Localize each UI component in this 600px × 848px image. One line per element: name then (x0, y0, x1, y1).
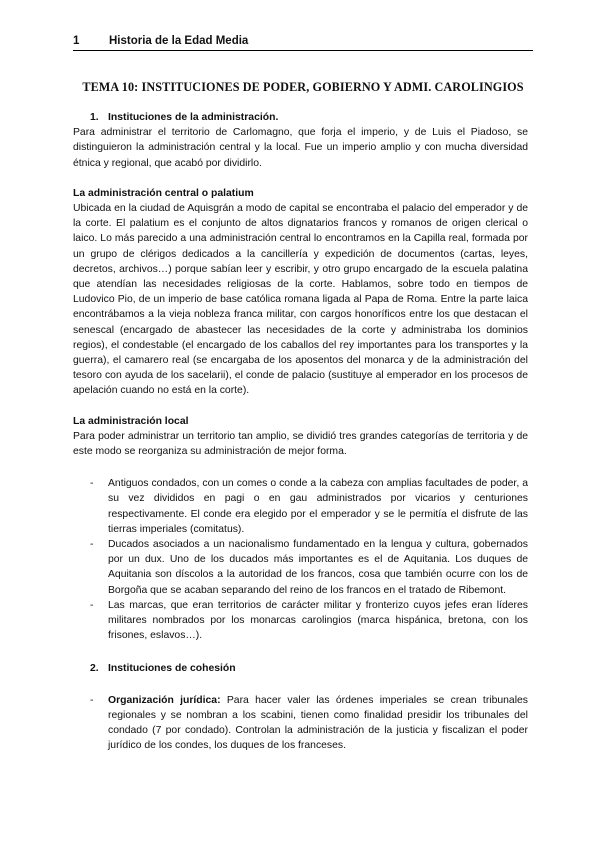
document-body (73, 110, 528, 754)
document-title: TEMA 10: INSTITUCIONES DE PODER, GOBIERNO Y ADMI. CAROLINGIOS (82, 80, 524, 94)
page-number: 1 (73, 35, 80, 47)
list-item: - Antiguos condados, con un comes o conde a la cabeza con amplias facultades de poder, a su vez divididos en pagi o en gau administrados por vicarios y centuriones respectivamente. El conde era elegido por el emperador y se le permitía el disfrute de las tierras imperiales (comitatus). (90, 478, 528, 535)
section-heading: 1. Instituciones de la administración. (90, 112, 279, 123)
list-item: - Ducados asociados a un nacionalismo fundamentado en la lengua y cultura, gobernados por un dux. Uno de los ducados más importantes es el de Aquitania. Los duques de Aquitania son díscolos a la autoridad de los francos, cosa que también ocurre con los de Borgoña que se acaban separando del reino de los francos en el tratado de Ribemont. (90, 539, 528, 596)
local-paragraph: Para poder administrar un territorio tan amplio, se dividió tres grandes categorías de territoria y de este modo se reorganiza su administración de mejor forma. (73, 430, 528, 458)
section-intro-paragraph: Para administrar el territorio de Carlomagno, que forja el imperio, y de Luis el Piadoso, se distinguieron la administración central y la local. Fue un imperio amplio y con mucha diversidad étnica y regional, que acabó por dividirlo. (73, 127, 528, 169)
cohesion-list (73, 693, 528, 754)
subsection-heading-local: La administración local (73, 415, 189, 427)
list-item: - Las marcas, que eran territorios de carácter militar y fronterizo cuyos jefes eran líderes militares nombrados por los monarcas carolingios (marca hispánica, bretona, con los frisones, eslavos…). (90, 599, 528, 642)
section-heading: 2. Instituciones de cohesión (90, 662, 236, 674)
item-label: Organización jurídica: (108, 694, 221, 706)
header-title: Historia de la Edad Media (109, 35, 249, 47)
page-header (73, 34, 533, 51)
subsection-heading-central: La administración central o palatium (73, 187, 254, 199)
list-item: - Organización jurídica: Para hacer valer las órdenes imperiales se crean tribunales regionales y se nombran a los scabini, tienen como finalidad presidir los tribunales del condado (7 por condado). Controlan la administración de la justicia y fiscalizan el poder jurídico de los condes, los duques de los franceses. (90, 694, 528, 752)
local-list (73, 476, 528, 643)
central-paragraph: Ubicada en la ciudad de Aquisgrán a modo de capital se encontraba el palacio del emperador y de la corte. El palatium es el conjunto de altos dignatarios francos y romanos de origen clerical o laico. Lo más parecido a una administración central lo encontramos en la Capilla real, formada por un grupo de clérigos dedicados a la cancillería y expedición de documentos (cartas, leyes, decretos, archivos…) porque sabían leer y escribir, y otro grupo encargado de la escuela palatina que atendían las necesidades religiosas de la corte. Hablamos, sobre todo en tiempos de Ludovico Pio, de un imperio de base católica romana ligada al Papa de Roma. Entre la parte laica encontrábamos a la vieja nobleza franca militar, con cargos honoríficos entre los que destacan el senescal (encargado de abastecer las necesidades de la corte y administraba los dominios regios), el condestable (el encargado de los caballos del rey importantes para los transportes y la guerra), el camarero real (se encargaba de los aposentos del monarca y de la administración del tesoro con ayuda de los sacelarii), el conde de palacio (sustituye al emperador en los procesos de apelación cuando no está en la corte). (73, 203, 528, 397)
